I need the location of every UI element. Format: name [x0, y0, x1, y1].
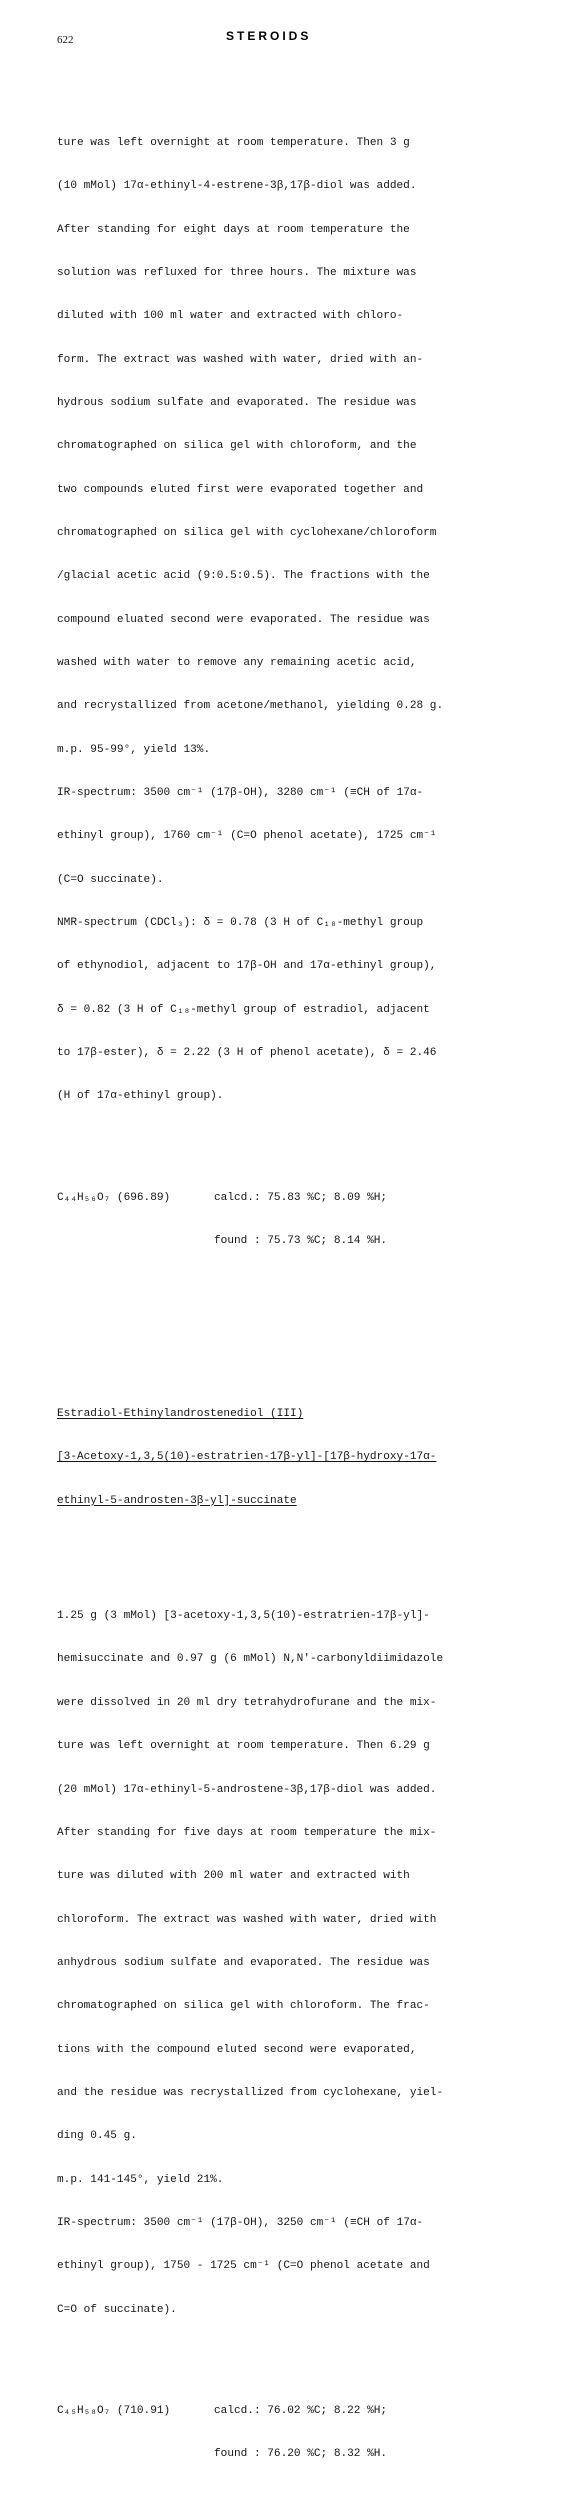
text-line: compound eluated second were evaporated. The residue was — [57, 613, 430, 626]
text-line: were dissolved in 20 ml dry tetrahydrofurane and the mix- — [57, 1696, 437, 1709]
text-line: ethinyl group), 1750 - 1725 cm⁻¹ (C=O phenol acetate and — [57, 2260, 430, 2273]
text-line: ture was diluted with 200 ml water and extracted with — [57, 1870, 410, 1883]
experimental-paragraph-1 — [57, 107, 532, 1133]
text-line: to 17β-ester), δ = 2.22 (3 H of phenol acetate), δ = 2.46 — [57, 1047, 437, 1060]
text-line: washed with water to remove any remaining acetic acid, — [57, 656, 417, 669]
nmr-spectrum-line: NMR-spectrum (CDCl₃): δ = 0.78 (3 H of C₁₈-methyl group — [57, 917, 424, 929]
text-line: chromatographed on silica gel with chloroform, and the — [57, 440, 417, 453]
text-line: two compounds eluted first were evaporated together and — [57, 483, 424, 496]
calculated-values: calcd.: 76.02 %C; 8.22 %H; — [214, 2404, 388, 2417]
text-line: (20 mMol) 17α-ethinyl-5-androstene-3β,17β-diol was added. — [57, 1783, 437, 1796]
melting-point-line: m.p. 141-145°, yield 21%. — [57, 2173, 224, 2186]
article-body — [57, 78, 532, 2505]
elemental-analysis-1 — [57, 1162, 532, 1278]
text-line: After standing for eight days at room temperature the — [57, 223, 410, 236]
page-number: 622 — [57, 34, 74, 46]
molecular-formula: C₄₄H₅₆O₇ (696.89) — [57, 1191, 171, 1204]
text-line: and the residue was recrystallized from cyclohexane, yiel- — [57, 2086, 444, 2099]
text-line: (10 mMol) 17α-ethinyl-4-estrene-3β,17β-diol was added. — [57, 180, 417, 193]
text-line: of ethynodiol, adjacent to 17β-OH and 17α-ethinyl group), — [57, 960, 437, 973]
text-line: After standing for five days at room temperature the mix- — [57, 1826, 437, 1839]
text-line: (C=O succinate). — [57, 873, 164, 886]
text-line: and recrystallized from acetone/methanol, yielding 0.28 g. — [57, 700, 444, 713]
found-values: found : 75.73 %C; 8.14 %H. — [214, 1234, 388, 1247]
calculated-values: calcd.: 75.83 %C; 8.09 %H; — [214, 1191, 388, 1204]
text-line: 1.25 g (3 mMol) [3-acetoxy-1,3,5(10)-estratrien-17β-yl]- — [57, 1610, 430, 1623]
melting-point-line: m.p. 95-99°, yield 13%. — [57, 743, 211, 756]
compound-name: Estradiol-Ethinylandrostenediol (III) — [57, 1407, 304, 1420]
experimental-paragraph-2 — [57, 1580, 532, 2346]
journal-title: STEROIDS — [226, 29, 312, 43]
text-line: anhydrous sodium sulfate and evaporated. The residue was — [57, 1956, 430, 1969]
text-line: (H of 17α-ethinyl group). — [57, 1090, 224, 1103]
text-line: hydrous sodium sulfate and evaporated. The residue was — [57, 396, 417, 409]
compound-systematic-name: [3-Acetoxy-1,3,5(10)-estratrien-17β-yl]-[17β-hydroxy-17α- — [57, 1451, 437, 1464]
found-values: found : 76.20 %C; 8.32 %H. — [214, 2448, 388, 2461]
text-line: C=O of succinate). — [57, 2303, 177, 2316]
text-line: ding 0.45 g. — [57, 2130, 137, 2143]
text-line: /glacial acetic acid (9:0.5:0.5). The fractions with the — [57, 570, 430, 583]
text-line: ture was left overnight at room temperature. Then 3 g — [57, 136, 410, 149]
molecular-formula: C₄₅H₅₈O₇ (710.91) — [57, 2404, 171, 2417]
text-line: form. The extract was washed with water, dried with an- — [57, 353, 424, 366]
text-line: chromatographed on silica gel with cyclohexane/chloroform — [57, 526, 437, 539]
text-line: ture was left overnight at room temperature. Then 6.29 g — [57, 1740, 430, 1753]
ir-spectrum-line: IR-spectrum: 3500 cm⁻¹ (17β-OH), 3280 cm⁻¹ (≡CH of 17α- — [57, 786, 424, 799]
text-line: hemisuccinate and 0.97 g (6 mMol) N,N'-carbonyldiimidazole — [57, 1653, 444, 1666]
text-line: chloroform. The extract was washed with water, dried with — [57, 1913, 437, 1926]
text-line: tions with the compound eluted second were evaporated, — [57, 2043, 417, 2056]
section-heading — [57, 1378, 532, 1537]
text-line: chromatographed on silica gel with chloroform. The frac- — [57, 2000, 430, 2013]
text-line: solution was refluxed for three hours. The mixture was — [57, 266, 417, 279]
elemental-analysis-2 — [57, 2375, 532, 2491]
text-line: δ = 0.82 (3 H of C₁₈-methyl group of estradiol, adjacent — [57, 1003, 430, 1016]
compound-systematic-name: ethinyl-5-androsten-3β-yl]-succinate — [57, 1494, 297, 1507]
text-line: diluted with 100 ml water and extracted with chloro- — [57, 310, 404, 323]
ir-spectrum-line: IR-spectrum: 3500 cm⁻¹ (17β-OH), 3250 cm⁻¹ (≡CH of 17α- — [57, 2216, 424, 2229]
text-line: ethinyl group), 1760 cm⁻¹ (C=O phenol acetate), 1725 cm⁻¹ — [57, 830, 437, 843]
